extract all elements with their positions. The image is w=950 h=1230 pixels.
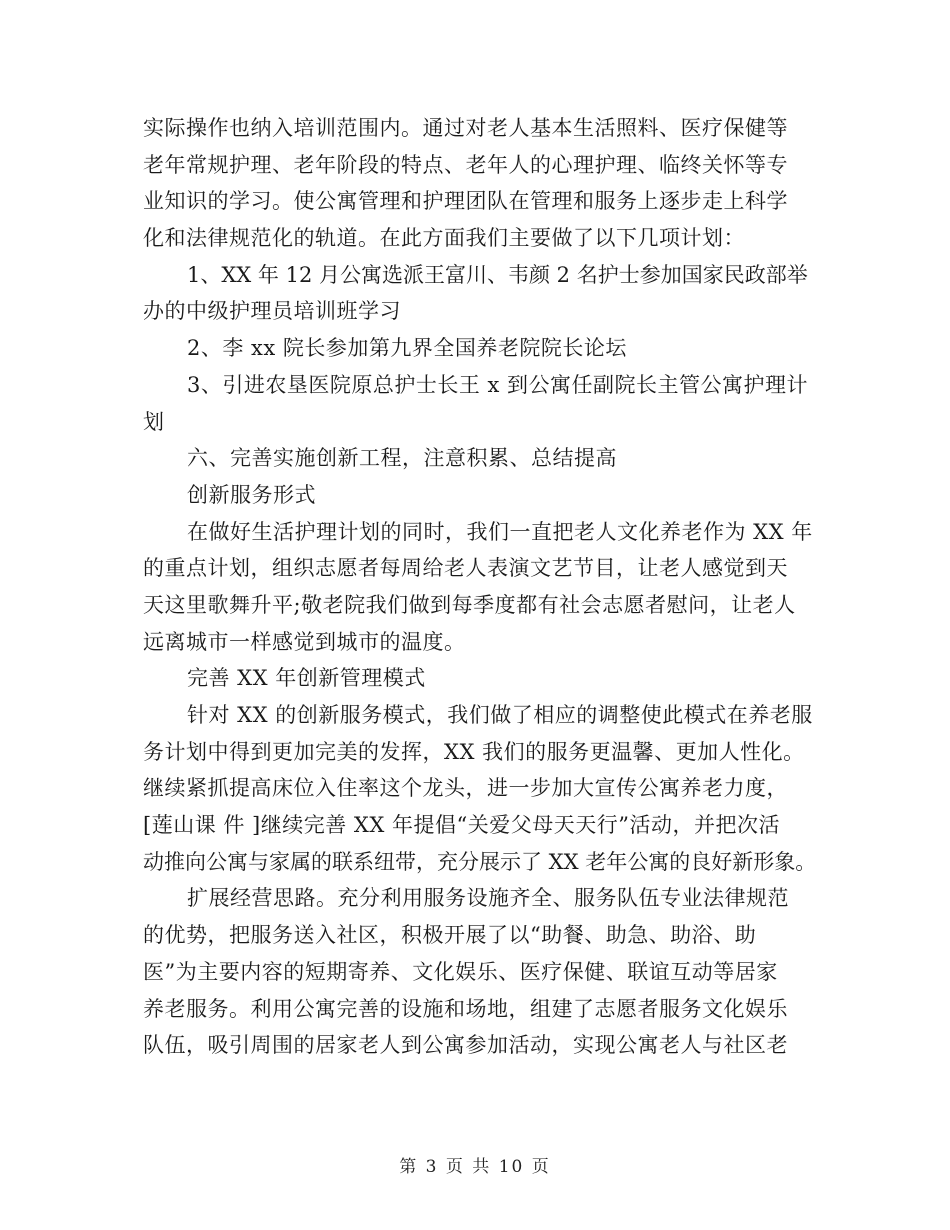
- list-item: 3、引进农垦医院原总护士长王 x 到公寓任副院长主管公寓护理计: [187, 372, 809, 397]
- text-line: 继续紧抓提高床位入住率这个龙头，进一步加大宣传公寓养老力度，: [143, 776, 788, 801]
- text-line: 划: [143, 409, 165, 434]
- text-line: 化和法律规范化的轨道。在此方面我们主要做了以下几项计划：: [143, 226, 745, 251]
- text-line: 的优势，把服务送入社区，积极开展了以“助餐、助急、助浴、助: [143, 923, 757, 948]
- text-line: 老年常规护理、老年阶段的特点、老年人的心理护理、临终关怀等专: [143, 152, 788, 177]
- text-line: 天这里歌舞升平;敬老院我们做到每季度都有社会志愿者慰问，让老人: [143, 592, 796, 617]
- text-line: 扩展经营思路。充分利用服务设施齐全、服务队伍专业法律规范: [187, 886, 789, 911]
- text-line: 队伍，吸引周围的居家老人到公寓参加活动，实现公寓老人与社区老: [143, 1033, 788, 1058]
- text-line: [莲山课 件 ]继续完善 XX 年提倡“关爱父母天天行”活动，并把次活: [143, 813, 780, 838]
- document-body: [143, 110, 823, 1064]
- section-heading: 六、完善实施创新工程，注意积累、总结提高: [187, 446, 617, 471]
- text-line: 实际操作也纳入培训范围内。通过对老人基本生活照料、医疗保健等: [143, 116, 788, 140]
- text-line: 在做好生活护理计划的同时，我们一直把老人文化养老作为 XX 年: [187, 519, 813, 544]
- text-line: 针对 XX 的创新服务模式，我们做了相应的调整使此模式在养老服: [187, 703, 813, 727]
- text-line: 业知识的学习。使公寓管理和护理团队在管理和服务上逐步走上科学: [143, 189, 788, 214]
- list-item: 1、XX 年 12 月公寓选派王富川、韦颜 2 名护士参加国家民政部举: [187, 262, 808, 287]
- subheading: 创新服务形式: [187, 482, 316, 507]
- text-line: 养老服务。利用公寓完善的设施和场地，组建了志愿者服务文化娱乐: [143, 996, 788, 1021]
- text-line: 远离城市一样感觉到城市的温度。: [143, 629, 466, 654]
- text-line: 动推向公寓与家属的联系纽带，充分展示了 XX 老年公寓的良好新形象。: [143, 849, 817, 874]
- text-line: 的重点计划，组织志愿者每周给老人表演文艺节目，让老人感觉到天: [143, 556, 788, 581]
- text-line: 务计划中得到更加完美的发挥，XX 我们的服务更温馨、更加人性化。: [143, 739, 805, 764]
- text-line: 办的中级护理员培训班学习: [143, 299, 401, 324]
- page-number: 第 3 页 共 10 页: [399, 1157, 551, 1177]
- text-line: 医”为主要内容的短期寄养、文化娱乐、医疗保健、联谊互动等居家: [143, 959, 778, 984]
- subheading: 完善 XX 年创新管理模式: [187, 666, 426, 691]
- list-item: 2、李 xx 院长参加第九界全国养老院院长论坛: [187, 336, 627, 361]
